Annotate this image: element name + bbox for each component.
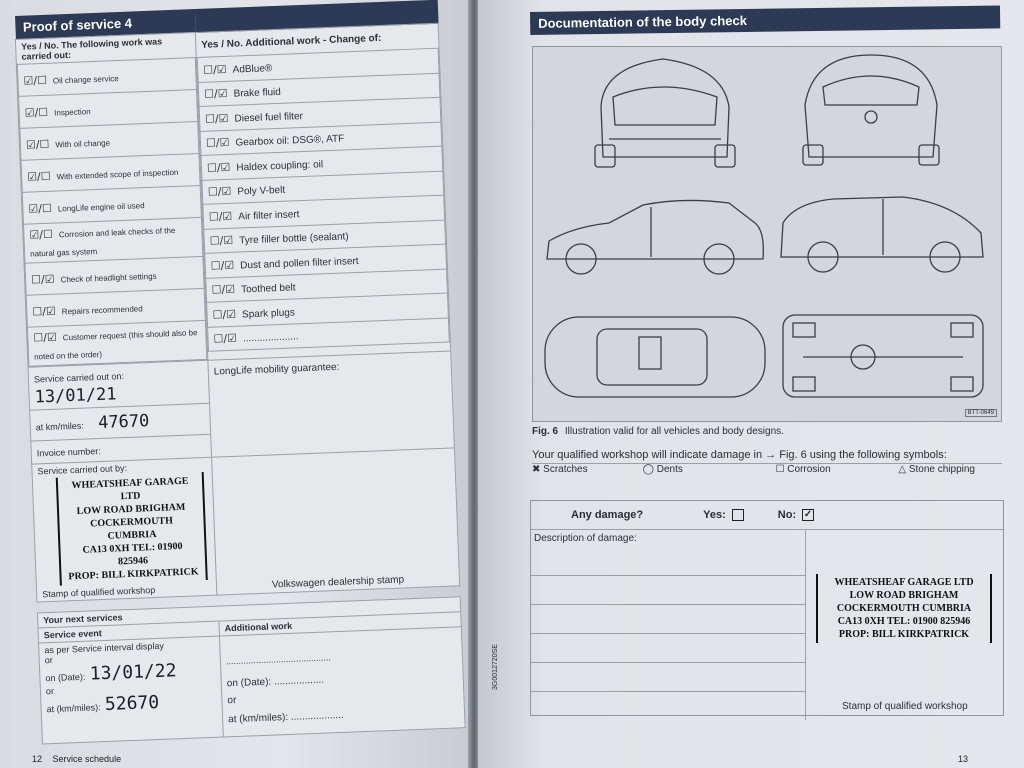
work-row xyxy=(24,217,203,263)
work-checkbox[interactable]: ☑/☐ xyxy=(29,227,54,242)
invoice-label: Invoice number: xyxy=(36,445,102,459)
additional-item-label: .................... xyxy=(242,331,299,345)
add-km: at (km/miles): ................... xyxy=(227,709,344,726)
no-checkbox-checked[interactable]: ✓ xyxy=(803,509,813,520)
description-label: Description of damage: xyxy=(534,533,637,544)
work-item-label: Customer request (this should also be noted on the order) xyxy=(33,328,198,362)
side-code: 3G0012720SE xyxy=(492,644,499,690)
next-km-value: 52670 xyxy=(104,691,160,716)
fig-code: BTT-0649 xyxy=(965,409,997,417)
work-item-label: Repairs recommended xyxy=(61,303,143,316)
additional-checkbox[interactable]: ☐/☑ xyxy=(209,234,234,248)
additional-checkbox[interactable]: ☐/☑ xyxy=(202,62,227,77)
additional-checkbox[interactable]: ☐/☑ xyxy=(211,282,236,297)
stamp-line: WHEATSHEAF GARAGE LTD xyxy=(71,475,189,503)
work-item-label: Corrosion and leak checks of the natural gas system xyxy=(29,225,176,259)
add-dots: .......................................... xyxy=(225,652,332,667)
workshop-stamp xyxy=(56,472,208,586)
fig-label: Fig. 6 xyxy=(532,426,559,437)
km-value: 47670 xyxy=(97,411,150,434)
stamp-line: CA13 0XH TEL: 01900 825946 xyxy=(82,540,183,568)
work-item-label: Oil change service xyxy=(52,73,119,86)
stamp-line: PROP: BILL KIRKPATRICK xyxy=(68,566,199,583)
additional-work-label: Additional work xyxy=(219,612,461,636)
stamp-line: PROP: BILL KIRKPATRICK xyxy=(838,629,970,640)
stamp-line: LOW ROAD BRIGHAM xyxy=(76,501,186,517)
damage-form xyxy=(530,500,1004,716)
work-checkbox[interactable]: ☑/☐ xyxy=(28,201,53,216)
work-checkbox[interactable]: ☑/☐ xyxy=(24,105,49,120)
car-underbody-view xyxy=(783,315,983,397)
additional-item-label: Diesel fuel filter xyxy=(234,110,304,125)
work-item-label: LongLife engine oil used xyxy=(57,200,145,213)
description-area xyxy=(531,530,806,720)
symbol-instruction: Your qualified workshop will indicate damage in → Fig. 6 using the following symbols: xyxy=(532,449,1002,464)
additional-checkbox[interactable]: ☐/☑ xyxy=(210,258,235,273)
car-rear-view xyxy=(595,59,735,167)
or-label-2: or xyxy=(45,685,55,697)
additional-checkbox[interactable]: ☐/☑ xyxy=(207,185,232,199)
car-diagram xyxy=(532,46,1002,422)
or-label-1: or xyxy=(44,654,53,666)
body-check-title: Documentation of the body check xyxy=(530,5,1000,35)
car-side-sedan xyxy=(547,200,763,274)
service-event-label: Service event xyxy=(38,621,219,643)
additional-checkbox[interactable]: ☐/☑ xyxy=(203,87,228,102)
work-checkbox[interactable]: ☑/☐ xyxy=(26,169,51,184)
left-page-number: 12 xyxy=(32,754,43,764)
additional-item-label: Tyre filler bottle (sealant) xyxy=(239,231,349,247)
no-label: No: xyxy=(777,509,797,521)
stamp-line: COCKERMOUTH CUMBRIA xyxy=(89,515,174,542)
service-date-label: Service carried out on: xyxy=(33,371,125,385)
yes-label: Yes: xyxy=(703,509,726,521)
on-date-label: on (Date): xyxy=(45,671,86,684)
work-checkbox[interactable]: ☐/☑ xyxy=(32,304,57,319)
additional-list xyxy=(197,49,450,352)
workshop-stamp-right xyxy=(816,574,992,643)
work-row xyxy=(27,320,206,366)
any-damage-label: Any damage? xyxy=(571,509,644,521)
left-footer xyxy=(32,754,121,764)
symbol-corrosion: ☐ Corrosion xyxy=(775,464,831,475)
additional-item-label: Poly V-belt xyxy=(237,184,286,198)
work-checkbox[interactable]: ☑/☐ xyxy=(23,73,48,88)
description-line[interactable] xyxy=(531,576,805,605)
car-top-view xyxy=(545,317,765,397)
right-page-number: 13 xyxy=(958,754,969,764)
description-line[interactable] xyxy=(531,605,805,634)
add-or: or xyxy=(227,694,237,707)
work-item-label: With oil change xyxy=(55,137,111,150)
description-line[interactable] xyxy=(531,547,805,576)
fig-caption-text: Illustration valid for all vehicles and body designs. xyxy=(564,426,784,437)
work-header: Yes / No. The following work was carried out: xyxy=(15,33,196,65)
work-item-label: Check of headlight settings xyxy=(60,271,157,284)
any-damage-row xyxy=(531,501,1003,530)
symbol-legend xyxy=(532,464,1002,475)
work-checkbox[interactable]: ☑/☐ xyxy=(25,137,50,152)
left-footer-text: Service schedule xyxy=(52,754,122,764)
dealer-stamp-label: Volkswagen dealership stamp xyxy=(271,574,405,591)
work-checkbox[interactable]: ☐/☑ xyxy=(30,272,55,287)
next-services-title: Your next services xyxy=(37,597,460,628)
work-item-label: With extended scope of inspection xyxy=(56,167,179,181)
right-stamp-label: Stamp of qualified workshop xyxy=(842,701,968,712)
symbol-scratches: ✖ Scratches xyxy=(532,464,588,475)
description-line[interactable] xyxy=(531,692,805,720)
additional-header: Yes / No. Additional work - Change of: xyxy=(195,23,439,57)
service-date-value: 13/01/21 xyxy=(34,384,117,408)
work-item-label: Inspection xyxy=(53,106,91,118)
description-line[interactable] xyxy=(531,634,805,663)
stamp-line: CA13 0XH TEL: 01900 825946 xyxy=(837,616,971,627)
km-label: at km/miles: xyxy=(35,420,84,433)
description-line[interactable] xyxy=(531,663,805,692)
additional-item-label: Spark plugs xyxy=(241,307,296,321)
additional-item-label: Air filter insert xyxy=(238,208,300,223)
yes-checkbox[interactable] xyxy=(732,509,744,521)
additional-checkbox[interactable]: ☐/☑ xyxy=(206,160,231,175)
additional-item-label: Brake fluid xyxy=(233,87,282,100)
next-date-value: 13/01/22 xyxy=(89,660,177,685)
additional-item-label: Gearbox oil: DSG®, ATF xyxy=(235,133,345,149)
right-footer xyxy=(958,754,968,764)
additional-checkbox[interactable]: ☐/☑ xyxy=(208,209,233,224)
additional-item-label: Toothed belt xyxy=(240,282,296,296)
additional-checkbox[interactable]: ☐/☑ xyxy=(204,111,229,126)
additional-item-label: AdBlue® xyxy=(232,62,273,76)
stamp-line: COCKERMOUTH CUMBRIA xyxy=(836,603,972,614)
stamp-label: Stamp of qualified workshop xyxy=(42,585,156,600)
additional-item-label: Haldex coupling: oil xyxy=(236,158,324,174)
stamp-line: WHEATSHEAF GARAGE LTD xyxy=(834,577,974,588)
proof-of-service-form xyxy=(14,0,466,744)
stamp-area xyxy=(806,530,1003,720)
car-outlines xyxy=(533,47,1001,421)
additional-checkbox[interactable]: ☐/☑ xyxy=(212,307,237,322)
add-on-date: on (Date): .................. xyxy=(226,674,325,690)
km-miles-label: at (km/miles): xyxy=(46,702,101,715)
stamp-line: LOW ROAD BRIGHAM xyxy=(849,590,959,601)
figure-caption xyxy=(532,426,784,437)
form-title: Proof of service 4 xyxy=(14,9,195,39)
work-checkbox[interactable]: ☐/☑ xyxy=(33,330,58,345)
interval-label: as per Service interval display xyxy=(44,640,165,656)
additional-checkbox[interactable]: ☐/☑ xyxy=(205,136,230,150)
longlife-label: LongLife mobility guarantee: xyxy=(213,361,340,378)
car-side-estate xyxy=(781,197,983,272)
symbol-stone-chipping: △ Stone chipping xyxy=(898,464,975,475)
additional-checkbox[interactable]: ☐/☑ xyxy=(213,331,238,346)
car-front-view xyxy=(803,55,939,165)
carried-by-label: Service carried out by: xyxy=(37,462,128,477)
work-list xyxy=(17,58,207,367)
symbol-dents: ◯ Dents xyxy=(642,464,683,475)
additional-item-label: Dust and pollen filter insert xyxy=(239,255,359,272)
